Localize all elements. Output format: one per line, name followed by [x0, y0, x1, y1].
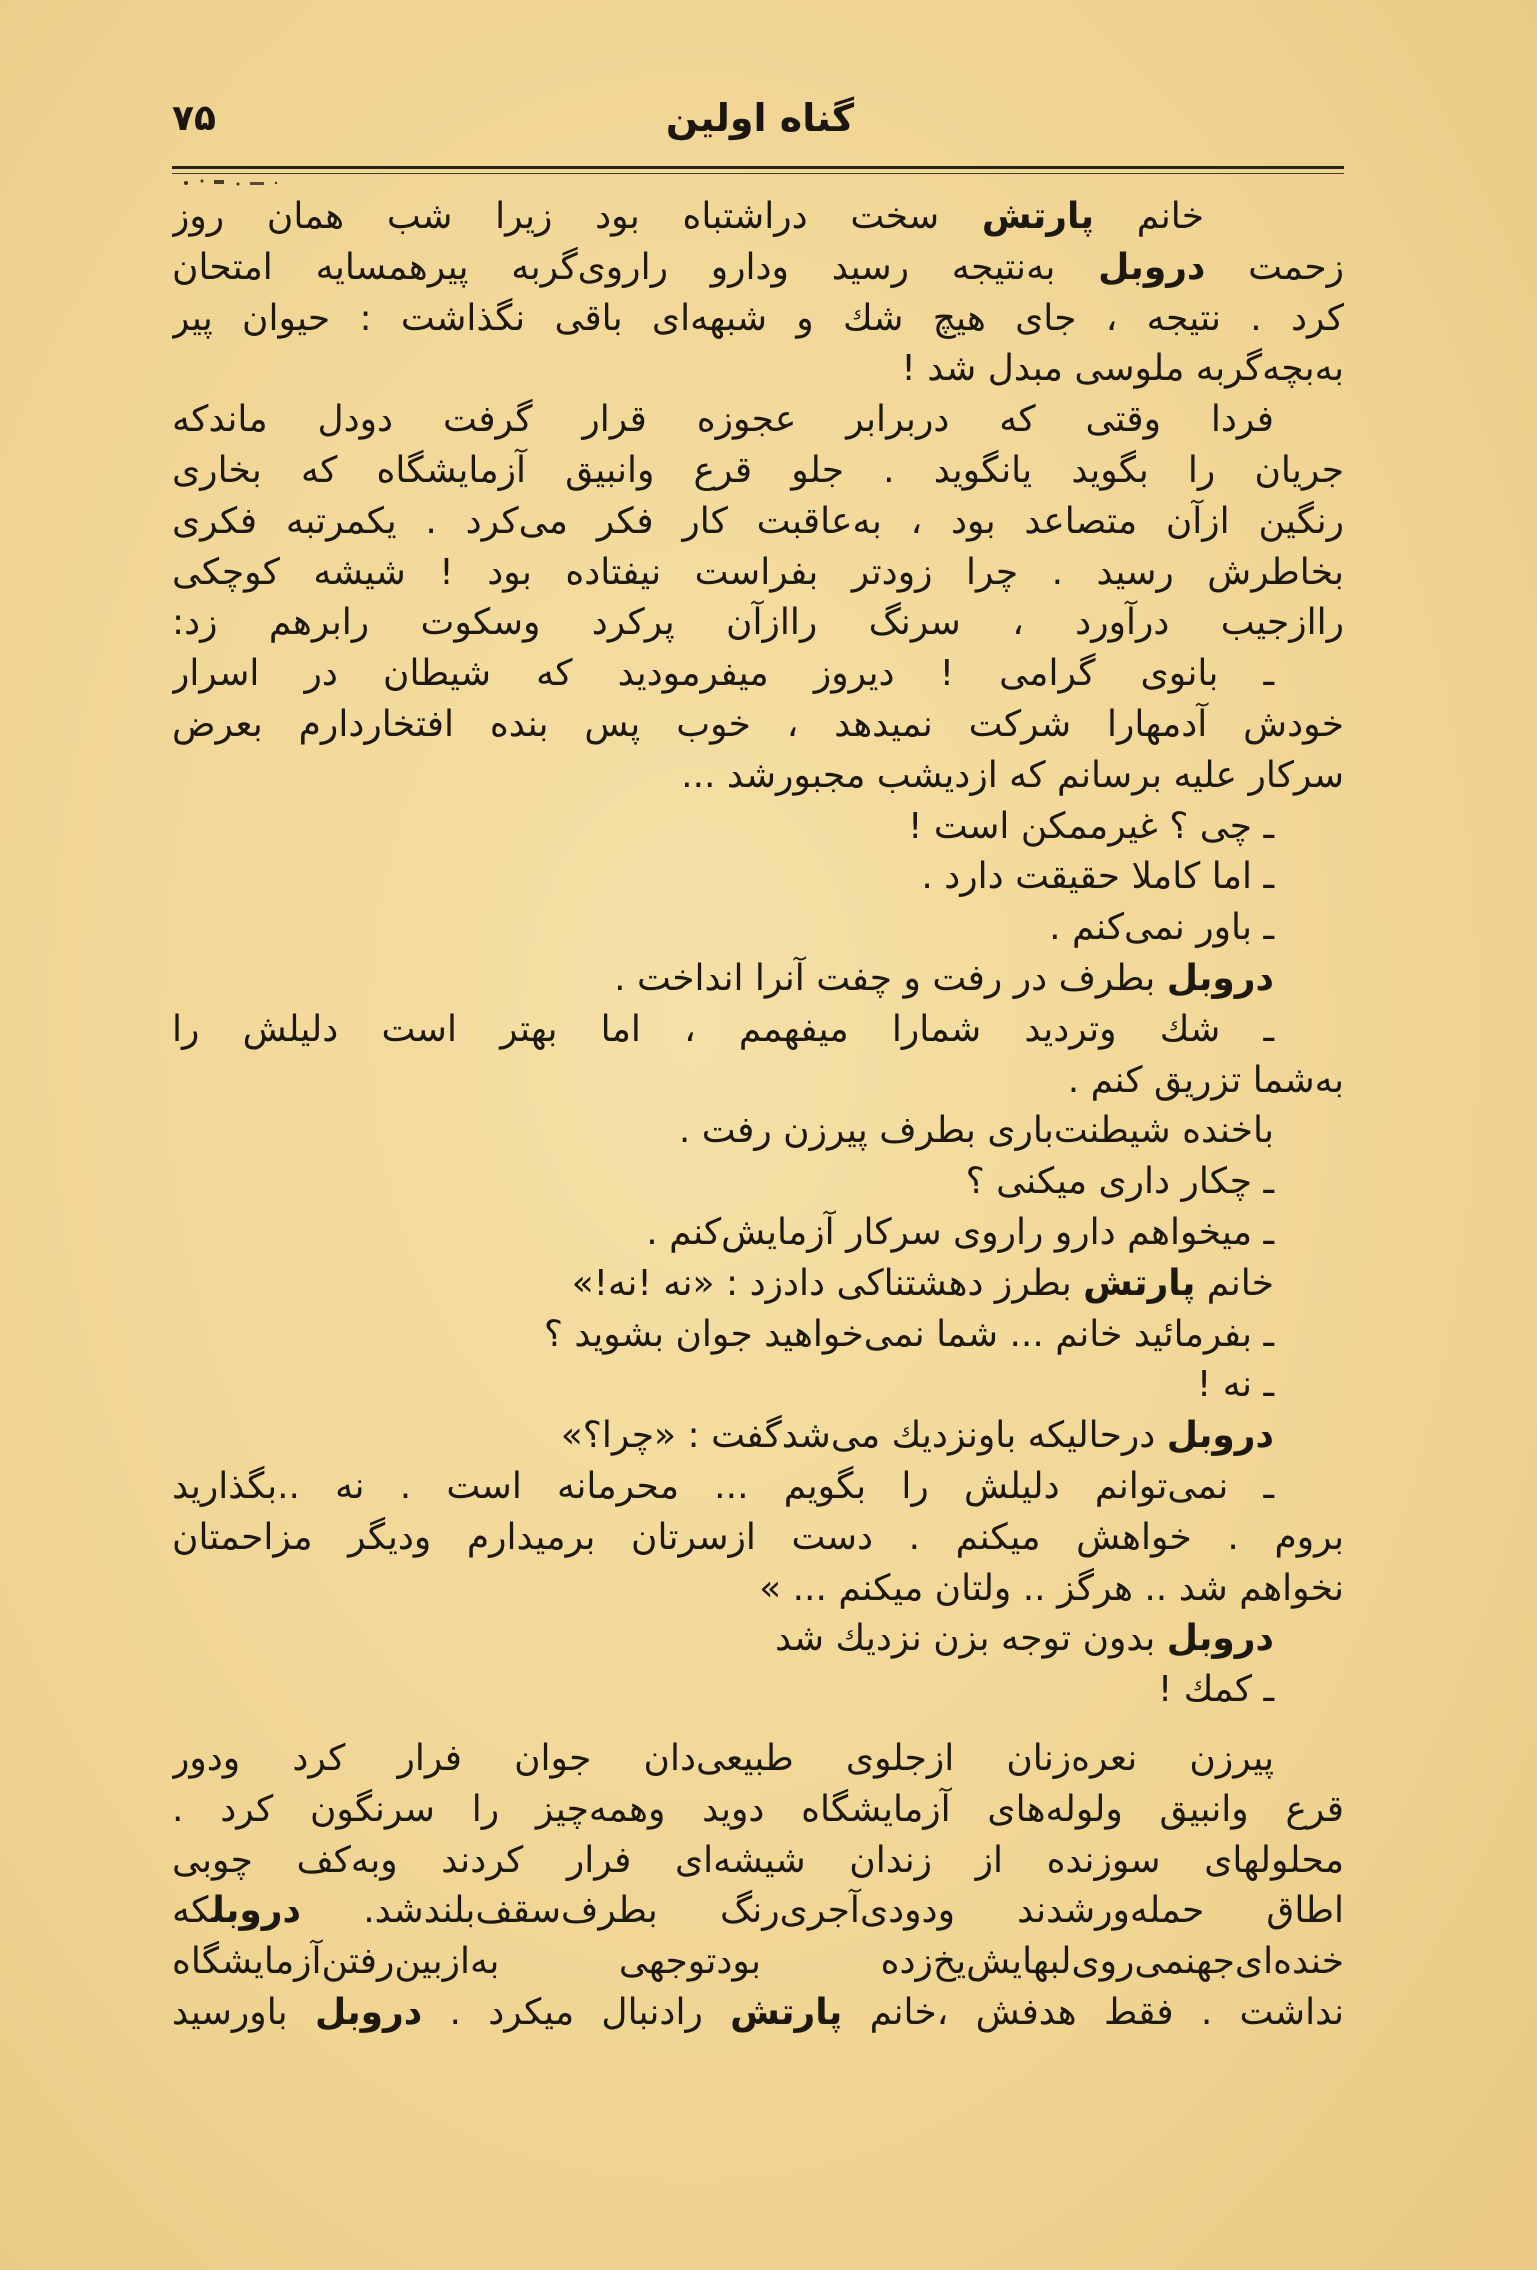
text-line [172, 1310, 1344, 1361]
text-segment: فردا وقتی که دربرابر عجوزه قرار گرفت دودل ماندکه [172, 399, 1274, 441]
header-rule [172, 166, 1344, 169]
text-line [172, 598, 1344, 649]
text-segment: زحمت [1205, 246, 1344, 288]
text-line [172, 192, 1344, 243]
text-line [172, 1886, 1344, 1937]
text-line [172, 1462, 1344, 1513]
text-line [172, 903, 1344, 954]
text-segment: بدون توجه بزن نزدیك شد [774, 1618, 1167, 1660]
text-segment: راازجیب درآورد ، سرنگ راازآن پرکرد وسکوت رابرهم زد: [172, 602, 1344, 644]
text-line [172, 1785, 1344, 1836]
character-name: پارتش [730, 1991, 843, 2033]
text-line [172, 1157, 1344, 1208]
text-line [172, 1734, 1344, 1785]
page-header [170, 92, 1350, 152]
text-segment: ـ بانوی گرامی ! دیروز میفرمودید که شیطان در اسرار [172, 653, 1274, 695]
text-segment: بخاطرش رسید . چرا زودتر بفراست نیفتاده بود ! شیشه کوچکی [172, 551, 1344, 593]
text-segment: خنده‌ای‌جهنمی‌روی‌لبهایش‌یخ‌زده بودتوجهی به‌ازبین‌رفتن‌آزمایشگاه [172, 1941, 1344, 1983]
text-segment: رنگین ازآن متصاعد بود ، به‌عاقبت کار فکر می‌کرد . یکمرتبه فکری [172, 500, 1344, 542]
text-line [172, 1836, 1344, 1887]
text-segment: که [172, 1890, 212, 1932]
text-segment: ـ كمك ! [1157, 1669, 1274, 1711]
text-segment: خانم [1094, 196, 1204, 237]
text-line [172, 1665, 1344, 1716]
text-segment: درحالیکه باونزدیك می‌شدگفت : «چرا؟» [560, 1415, 1167, 1457]
text-line [172, 1513, 1344, 1564]
text-segment: محلولهای سوزنده از زندان شیشه‌ای فرار کردند وبه‌کف چوبی [172, 1839, 1344, 1881]
text-segment: خانم [1195, 1262, 1274, 1304]
text-line [172, 1259, 1344, 1310]
text-segment: ـ شك وتردید شمارا میفهمم ، اما بهتر است دلیلش را [172, 1008, 1274, 1050]
text-line [172, 344, 1344, 395]
text-line [172, 1056, 1344, 1107]
text-segment: قرع وانبیق ولوله‌های آزمایشگاه دوید وهمه‌چیز را سرنگون کرد . [172, 1788, 1344, 1830]
text-line [172, 243, 1344, 294]
text-segment: خودش آدمهارا شرکت نمیدهد ، خوب پس بنده افتخاردارم بعرض [172, 703, 1344, 745]
text-line [172, 1614, 1344, 1665]
text-segment: ـ نه ! [1196, 1364, 1274, 1406]
text-segment: باورسید [172, 1991, 315, 2033]
text-segment: ـ چکار داری میکنی ؟ [965, 1161, 1274, 1203]
text-segment: بطرز دهشتناکی دادزد : «نه !نه!» [571, 1262, 1084, 1304]
text-line [172, 1988, 1344, 2039]
text-line [172, 1208, 1344, 1259]
character-name: دروبل [1166, 957, 1274, 999]
text-segment: به‌بچه‌گربه ملوسی مبدل شد ! [901, 348, 1344, 390]
text-line [172, 1411, 1344, 1462]
header-rule-thin [172, 173, 1344, 174]
text-line [172, 1360, 1344, 1411]
body-text [172, 192, 1344, 2039]
text-segment: به‌نتیجه رسید ودارو راروی‌گربه پیرهمسایه امتحان [172, 246, 1099, 288]
text-line [172, 954, 1344, 1005]
text-line [172, 1106, 1344, 1157]
text-segment: ـ اما کاملا حقیقت دارد . [921, 856, 1274, 898]
text-line [172, 649, 1344, 700]
page-number: ۷۵ [172, 98, 216, 139]
text-segment: ـ میخواهم دارو راروی سرکار آزمایش‌کنم . [646, 1211, 1274, 1253]
character-name: دروبل [314, 1991, 423, 2033]
text-segment: نداشت . فقط هدفش ،خانم [842, 1991, 1344, 2033]
character-name: پارتش [981, 196, 1095, 237]
character-name: دروبل [1166, 1415, 1274, 1457]
text-line [172, 497, 1344, 548]
running-title: گناه اولین [665, 96, 855, 140]
character-name: دروبل [1166, 1618, 1274, 1660]
text-line [172, 751, 1344, 802]
text-segment: جریان را بگوید یانگوید . جلو قرع وانبیق آزمایشگاه که بخاری [172, 449, 1344, 491]
text-line [172, 446, 1344, 497]
text-segment: نخواهم شد .. هرگز .. ولتان میکنم ... » [759, 1567, 1344, 1609]
text-segment: سرکار علیه برسانم که ازدیشب مجبورشد ... [681, 754, 1344, 796]
text-segment: باخنده شیطنت‌باری بطرف پیرزن رفت . [678, 1110, 1274, 1152]
text-segment: بروم . خواهش میکنم . دست ازسرتان برمیدارم ودیگر مزاحمتان [172, 1516, 1344, 1558]
text-segment: پیرزن نعره‌زنان ازجلوی طبیعی‌دان جوان فرار کرد ودور [172, 1737, 1274, 1779]
text-segment: رادنبال میکرد . [422, 1991, 731, 2033]
text-segment: ـ چی ؟ غیرممکن است ! [907, 805, 1274, 847]
text-segment: سخت دراشتباه بود زیرا شب همان روز [172, 196, 982, 237]
character-name: دروبل [211, 1890, 301, 1932]
character-name: دروبل [1098, 246, 1206, 288]
text-segment: بطرف در رفت و چفت آنرا انداخت . [614, 957, 1167, 999]
text-segment: کرد . نتیجه ، جای هیچ شك و شبهه‌ای باقی نگذاشت : حیوان پیر [172, 297, 1344, 339]
text-segment: ـ باور نمی‌کنم . [1049, 907, 1274, 949]
text-line [172, 548, 1344, 599]
text-line [172, 294, 1344, 345]
text-segment: اطاق حمله‌ورشدند ودودی‌آجری‌رنگ بطرف‌سقف‌بلندشد. [300, 1890, 1344, 1932]
text-segment: به‌شما تزریق کنم . [1067, 1059, 1344, 1101]
text-line [172, 1937, 1344, 1988]
text-line [172, 802, 1344, 853]
text-line [172, 852, 1344, 903]
text-line [172, 1564, 1344, 1615]
text-line [172, 700, 1344, 751]
character-name: پارتش [1083, 1262, 1196, 1304]
text-line [172, 1005, 1344, 1056]
text-line [172, 395, 1344, 446]
print-specks [180, 176, 300, 190]
text-segment: ـ نمی‌توانم دلیلش را بگویم ... محرمانه است . نه ..بگذارید [172, 1465, 1274, 1507]
text-segment: ـ بفرمائید خانم ... شما نمی‌خواهید جوان بشوید ؟ [543, 1313, 1274, 1355]
